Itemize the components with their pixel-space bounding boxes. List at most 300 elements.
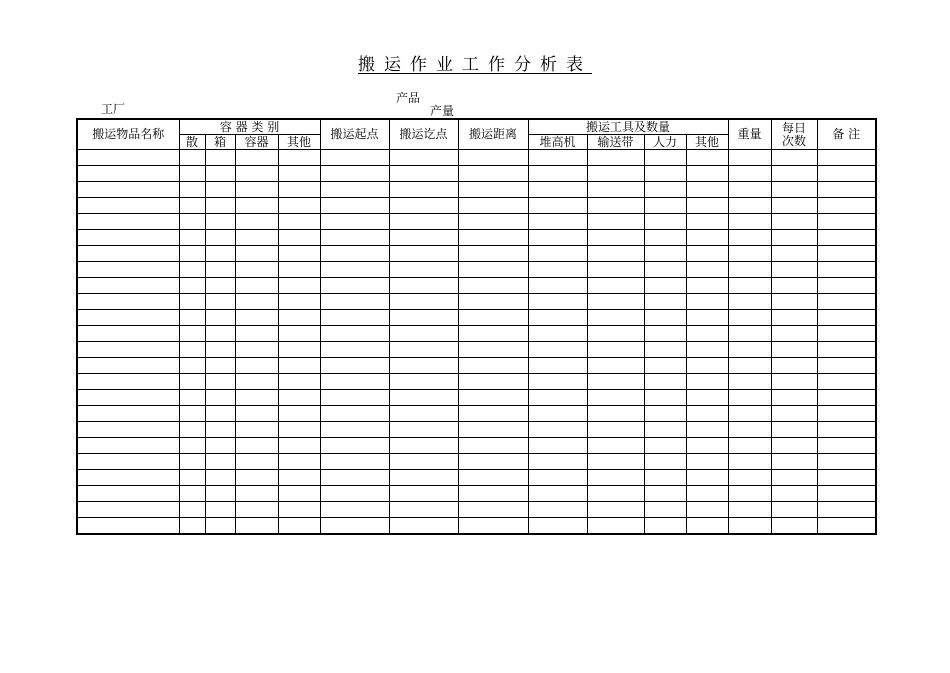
table-cell[interactable] [728, 246, 771, 262]
table-cell[interactable] [528, 438, 587, 454]
table-cell[interactable] [686, 486, 728, 502]
table-cell[interactable] [817, 486, 876, 502]
table-cell[interactable] [528, 310, 587, 326]
table-cell[interactable] [278, 166, 320, 182]
table-cell[interactable] [179, 166, 205, 182]
table-cell[interactable] [771, 406, 817, 422]
table-cell[interactable] [179, 326, 205, 342]
table-cell[interactable] [235, 390, 278, 406]
table-cell[interactable] [728, 278, 771, 294]
table-cell[interactable] [320, 150, 389, 166]
table-cell[interactable] [458, 358, 528, 374]
table-cell[interactable] [179, 390, 205, 406]
table-cell[interactable] [686, 438, 728, 454]
table-cell[interactable] [528, 342, 587, 358]
table-cell[interactable] [587, 390, 644, 406]
table-cell[interactable] [278, 358, 320, 374]
table-cell[interactable] [77, 486, 179, 502]
table-cell[interactable] [458, 198, 528, 214]
table-cell[interactable] [817, 230, 876, 246]
table-cell[interactable] [771, 150, 817, 166]
table-cell[interactable] [320, 438, 389, 454]
table-cell[interactable] [686, 182, 728, 198]
table-cell[interactable] [205, 406, 235, 422]
table-cell[interactable] [205, 342, 235, 358]
table-cell[interactable] [320, 502, 389, 518]
table-cell[interactable] [686, 326, 728, 342]
table-cell[interactable] [235, 486, 278, 502]
table-cell[interactable] [817, 454, 876, 470]
table-cell[interactable] [817, 326, 876, 342]
table-cell[interactable] [644, 486, 686, 502]
table-cell[interactable] [320, 390, 389, 406]
table-cell[interactable] [389, 214, 458, 230]
table-cell[interactable] [179, 438, 205, 454]
table-cell[interactable] [771, 230, 817, 246]
table-cell[interactable] [389, 230, 458, 246]
table-cell[interactable] [728, 422, 771, 438]
table-cell[interactable] [686, 374, 728, 390]
table-cell[interactable] [528, 294, 587, 310]
table-cell[interactable] [528, 198, 587, 214]
table-cell[interactable] [235, 518, 278, 535]
table-cell[interactable] [587, 342, 644, 358]
table-cell[interactable] [235, 422, 278, 438]
table-cell[interactable] [235, 262, 278, 278]
table-cell[interactable] [644, 470, 686, 486]
table-cell[interactable] [458, 518, 528, 535]
table-cell[interactable] [817, 518, 876, 535]
table-cell[interactable] [278, 390, 320, 406]
table-cell[interactable] [644, 310, 686, 326]
table-cell[interactable] [320, 358, 389, 374]
table-cell[interactable] [458, 342, 528, 358]
table-cell[interactable] [587, 454, 644, 470]
table-cell[interactable] [179, 230, 205, 246]
table-cell[interactable] [205, 182, 235, 198]
table-cell[interactable] [278, 278, 320, 294]
table-cell[interactable] [77, 518, 179, 535]
table-cell[interactable] [205, 390, 235, 406]
table-cell[interactable] [686, 262, 728, 278]
table-cell[interactable] [587, 150, 644, 166]
table-cell[interactable] [179, 406, 205, 422]
table-cell[interactable] [278, 470, 320, 486]
table-cell[interactable] [817, 166, 876, 182]
table-cell[interactable] [320, 182, 389, 198]
table-cell[interactable] [458, 166, 528, 182]
table-cell[interactable] [686, 150, 728, 166]
table-cell[interactable] [389, 406, 458, 422]
table-cell[interactable] [179, 150, 205, 166]
table-cell[interactable] [728, 502, 771, 518]
table-cell[interactable] [235, 182, 278, 198]
table-cell[interactable] [205, 438, 235, 454]
table-cell[interactable] [528, 214, 587, 230]
table-cell[interactable] [278, 182, 320, 198]
table-cell[interactable] [179, 214, 205, 230]
table-cell[interactable] [389, 486, 458, 502]
table-cell[interactable] [235, 374, 278, 390]
table-cell[interactable] [235, 166, 278, 182]
table-cell[interactable] [528, 454, 587, 470]
table-cell[interactable] [458, 454, 528, 470]
table-cell[interactable] [179, 470, 205, 486]
table-cell[interactable] [587, 310, 644, 326]
table-cell[interactable] [728, 214, 771, 230]
table-cell[interactable] [686, 390, 728, 406]
table-cell[interactable] [235, 150, 278, 166]
table-cell[interactable] [205, 278, 235, 294]
table-cell[interactable] [179, 182, 205, 198]
table-cell[interactable] [389, 438, 458, 454]
table-cell[interactable] [728, 182, 771, 198]
table-cell[interactable] [389, 326, 458, 342]
table-cell[interactable] [728, 486, 771, 502]
table-cell[interactable] [458, 502, 528, 518]
table-cell[interactable] [771, 214, 817, 230]
table-cell[interactable] [771, 518, 817, 535]
table-cell[interactable] [644, 198, 686, 214]
table-cell[interactable] [728, 454, 771, 470]
table-cell[interactable] [179, 454, 205, 470]
table-cell[interactable] [278, 342, 320, 358]
table-cell[interactable] [320, 214, 389, 230]
table-cell[interactable] [320, 518, 389, 535]
table-cell[interactable] [817, 502, 876, 518]
table-cell[interactable] [587, 246, 644, 262]
table-cell[interactable] [728, 198, 771, 214]
table-cell[interactable] [77, 166, 179, 182]
table-cell[interactable] [179, 262, 205, 278]
table-cell[interactable] [771, 470, 817, 486]
table-cell[interactable] [644, 438, 686, 454]
table-cell[interactable] [278, 502, 320, 518]
table-cell[interactable] [77, 198, 179, 214]
table-cell[interactable] [817, 374, 876, 390]
table-cell[interactable] [728, 438, 771, 454]
table-cell[interactable] [458, 470, 528, 486]
table-cell[interactable] [817, 246, 876, 262]
table-cell[interactable] [587, 278, 644, 294]
table-cell[interactable] [77, 454, 179, 470]
table-cell[interactable] [389, 518, 458, 535]
table-cell[interactable] [278, 422, 320, 438]
table-cell[interactable] [389, 470, 458, 486]
table-cell[interactable] [644, 182, 686, 198]
table-cell[interactable] [179, 358, 205, 374]
table-cell[interactable] [686, 454, 728, 470]
table-cell[interactable] [644, 374, 686, 390]
table-cell[interactable] [458, 230, 528, 246]
table-cell[interactable] [320, 374, 389, 390]
table-cell[interactable] [389, 246, 458, 262]
table-cell[interactable] [644, 454, 686, 470]
table-cell[interactable] [686, 198, 728, 214]
table-cell[interactable] [320, 310, 389, 326]
table-cell[interactable] [77, 390, 179, 406]
table-cell[interactable] [205, 358, 235, 374]
table-cell[interactable] [771, 390, 817, 406]
table-cell[interactable] [771, 246, 817, 262]
table-cell[interactable] [728, 518, 771, 535]
table-cell[interactable] [205, 166, 235, 182]
table-cell[interactable] [728, 406, 771, 422]
table-cell[interactable] [587, 422, 644, 438]
table-cell[interactable] [235, 326, 278, 342]
table-cell[interactable] [728, 166, 771, 182]
table-cell[interactable] [278, 438, 320, 454]
table-cell[interactable] [817, 470, 876, 486]
table-cell[interactable] [528, 262, 587, 278]
table-cell[interactable] [179, 278, 205, 294]
table-cell[interactable] [644, 214, 686, 230]
table-cell[interactable] [728, 342, 771, 358]
table-cell[interactable] [528, 374, 587, 390]
table-cell[interactable] [686, 406, 728, 422]
table-cell[interactable] [235, 310, 278, 326]
table-cell[interactable] [817, 422, 876, 438]
table-cell[interactable] [458, 262, 528, 278]
table-cell[interactable] [77, 278, 179, 294]
table-cell[interactable] [587, 502, 644, 518]
table-cell[interactable] [644, 342, 686, 358]
table-cell[interactable] [179, 294, 205, 310]
table-cell[interactable] [728, 230, 771, 246]
table-cell[interactable] [205, 374, 235, 390]
table-cell[interactable] [77, 358, 179, 374]
table-cell[interactable] [817, 390, 876, 406]
table-cell[interactable] [644, 390, 686, 406]
table-cell[interactable] [817, 310, 876, 326]
table-cell[interactable] [205, 214, 235, 230]
table-cell[interactable] [320, 230, 389, 246]
table-cell[interactable] [458, 486, 528, 502]
table-cell[interactable] [77, 246, 179, 262]
table-cell[interactable] [587, 262, 644, 278]
table-cell[interactable] [771, 182, 817, 198]
table-cell[interactable] [389, 198, 458, 214]
table-cell[interactable] [179, 502, 205, 518]
table-cell[interactable] [686, 246, 728, 262]
table-cell[interactable] [728, 294, 771, 310]
table-cell[interactable] [458, 246, 528, 262]
table-cell[interactable] [644, 278, 686, 294]
table-cell[interactable] [179, 422, 205, 438]
table-cell[interactable] [278, 374, 320, 390]
table-cell[interactable] [817, 438, 876, 454]
table-cell[interactable] [458, 326, 528, 342]
table-cell[interactable] [644, 166, 686, 182]
table-cell[interactable] [644, 358, 686, 374]
table-cell[interactable] [179, 518, 205, 535]
table-cell[interactable] [278, 246, 320, 262]
table-cell[interactable] [235, 278, 278, 294]
table-cell[interactable] [278, 326, 320, 342]
table-cell[interactable] [686, 358, 728, 374]
table-cell[interactable] [205, 326, 235, 342]
table-cell[interactable] [205, 486, 235, 502]
table-cell[interactable] [587, 374, 644, 390]
table-cell[interactable] [686, 278, 728, 294]
table-cell[interactable] [458, 406, 528, 422]
table-cell[interactable] [278, 214, 320, 230]
table-cell[interactable] [728, 374, 771, 390]
table-cell[interactable] [278, 230, 320, 246]
table-cell[interactable] [587, 470, 644, 486]
table-cell[interactable] [728, 262, 771, 278]
table-cell[interactable] [278, 150, 320, 166]
table-cell[interactable] [77, 374, 179, 390]
table-cell[interactable] [528, 246, 587, 262]
table-cell[interactable] [320, 166, 389, 182]
table-cell[interactable] [320, 454, 389, 470]
table-cell[interactable] [771, 438, 817, 454]
table-cell[interactable] [817, 342, 876, 358]
table-cell[interactable] [587, 406, 644, 422]
table-cell[interactable] [458, 182, 528, 198]
table-cell[interactable] [587, 182, 644, 198]
table-cell[interactable] [528, 422, 587, 438]
table-cell[interactable] [528, 150, 587, 166]
table-cell[interactable] [320, 262, 389, 278]
table-cell[interactable] [528, 358, 587, 374]
table-cell[interactable] [278, 294, 320, 310]
table-cell[interactable] [587, 518, 644, 535]
table-cell[interactable] [389, 182, 458, 198]
table-cell[interactable] [458, 438, 528, 454]
table-cell[interactable] [817, 358, 876, 374]
table-cell[interactable] [320, 486, 389, 502]
table-cell[interactable] [458, 422, 528, 438]
table-cell[interactable] [205, 230, 235, 246]
table-cell[interactable] [205, 246, 235, 262]
table-cell[interactable] [528, 518, 587, 535]
table-cell[interactable] [458, 374, 528, 390]
table-cell[interactable] [817, 278, 876, 294]
table-cell[interactable] [587, 198, 644, 214]
table-cell[interactable] [278, 486, 320, 502]
table-cell[interactable] [77, 406, 179, 422]
table-cell[interactable] [644, 150, 686, 166]
table-cell[interactable] [205, 294, 235, 310]
table-cell[interactable] [644, 294, 686, 310]
table-cell[interactable] [77, 182, 179, 198]
table-cell[interactable] [77, 294, 179, 310]
table-cell[interactable] [235, 230, 278, 246]
table-cell[interactable] [389, 422, 458, 438]
table-cell[interactable] [389, 262, 458, 278]
table-cell[interactable] [686, 166, 728, 182]
table-cell[interactable] [686, 518, 728, 535]
table-cell[interactable] [771, 166, 817, 182]
table-cell[interactable] [320, 326, 389, 342]
table-cell[interactable] [587, 230, 644, 246]
table-cell[interactable] [205, 198, 235, 214]
table-cell[interactable] [817, 262, 876, 278]
table-cell[interactable] [528, 182, 587, 198]
table-cell[interactable] [644, 326, 686, 342]
table-cell[interactable] [320, 406, 389, 422]
table-cell[interactable] [528, 406, 587, 422]
table-cell[interactable] [771, 422, 817, 438]
table-cell[interactable] [320, 294, 389, 310]
table-cell[interactable] [278, 406, 320, 422]
table-cell[interactable] [179, 342, 205, 358]
table-cell[interactable] [771, 326, 817, 342]
table-cell[interactable] [77, 310, 179, 326]
table-cell[interactable] [320, 278, 389, 294]
table-cell[interactable] [587, 358, 644, 374]
table-cell[interactable] [644, 502, 686, 518]
table-cell[interactable] [644, 406, 686, 422]
table-cell[interactable] [235, 294, 278, 310]
table-cell[interactable] [458, 390, 528, 406]
table-cell[interactable] [771, 374, 817, 390]
table-cell[interactable] [686, 230, 728, 246]
table-cell[interactable] [235, 438, 278, 454]
table-cell[interactable] [320, 246, 389, 262]
table-cell[interactable] [817, 150, 876, 166]
table-cell[interactable] [235, 214, 278, 230]
table-cell[interactable] [278, 198, 320, 214]
table-cell[interactable] [528, 486, 587, 502]
table-cell[interactable] [644, 262, 686, 278]
table-cell[interactable] [458, 294, 528, 310]
table-cell[interactable] [389, 294, 458, 310]
table-cell[interactable] [728, 470, 771, 486]
table-cell[interactable] [771, 342, 817, 358]
table-cell[interactable] [179, 198, 205, 214]
table-cell[interactable] [179, 374, 205, 390]
table-cell[interactable] [389, 166, 458, 182]
table-cell[interactable] [179, 246, 205, 262]
table-cell[interactable] [817, 214, 876, 230]
table-cell[interactable] [644, 422, 686, 438]
table-cell[interactable] [320, 422, 389, 438]
table-cell[interactable] [205, 310, 235, 326]
table-cell[interactable] [77, 422, 179, 438]
table-cell[interactable] [77, 502, 179, 518]
table-cell[interactable] [389, 150, 458, 166]
table-cell[interactable] [771, 262, 817, 278]
table-cell[interactable] [235, 470, 278, 486]
table-cell[interactable] [528, 278, 587, 294]
table-cell[interactable] [644, 246, 686, 262]
table-cell[interactable] [320, 342, 389, 358]
table-cell[interactable] [179, 310, 205, 326]
table-cell[interactable] [205, 518, 235, 535]
table-cell[interactable] [77, 214, 179, 230]
table-cell[interactable] [278, 518, 320, 535]
table-cell[interactable] [644, 230, 686, 246]
table-cell[interactable] [686, 502, 728, 518]
table-cell[interactable] [771, 198, 817, 214]
table-cell[interactable] [77, 438, 179, 454]
table-cell[interactable] [458, 214, 528, 230]
table-cell[interactable] [389, 502, 458, 518]
table-cell[interactable] [77, 150, 179, 166]
table-cell[interactable] [205, 262, 235, 278]
table-cell[interactable] [771, 310, 817, 326]
table-cell[interactable] [205, 422, 235, 438]
table-cell[interactable] [528, 502, 587, 518]
table-cell[interactable] [771, 294, 817, 310]
table-cell[interactable] [77, 470, 179, 486]
table-cell[interactable] [686, 214, 728, 230]
table-cell[interactable] [205, 454, 235, 470]
table-cell[interactable] [278, 310, 320, 326]
